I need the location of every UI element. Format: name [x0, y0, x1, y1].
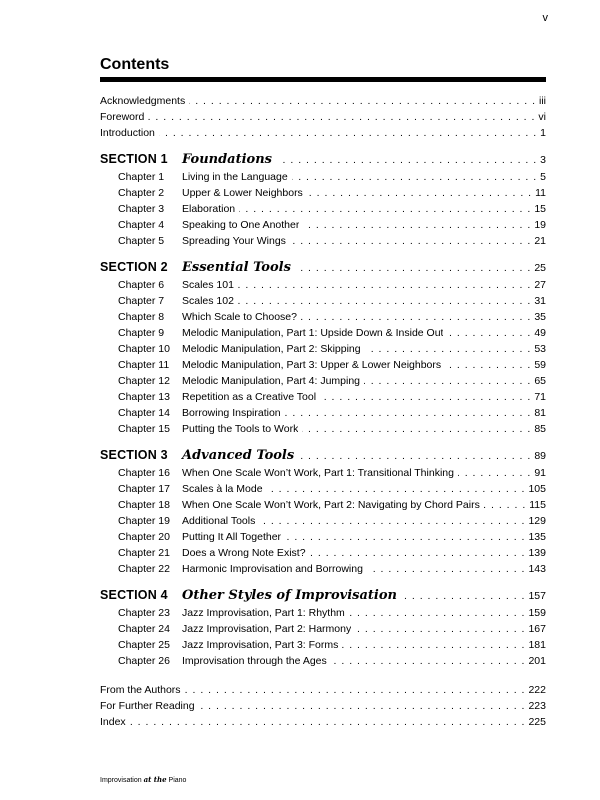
- entry-page-number: 15: [534, 203, 546, 215]
- dot-leader: [148, 109, 535, 125]
- dot-leader: [130, 714, 526, 730]
- toc-entry: [100, 277, 546, 293]
- toc-entry: [100, 357, 546, 373]
- toc-entry: [100, 258, 546, 277]
- chapter-label: Chapter 21: [118, 547, 170, 559]
- entry-page-number: 159: [528, 607, 546, 619]
- chapter-label: Chapter 15: [118, 423, 170, 435]
- toc-entry: [100, 698, 546, 714]
- chapter-label: Chapter 24: [118, 623, 170, 635]
- entry-page-number: 201: [528, 655, 546, 667]
- section-title: Advanced Tools: [182, 448, 295, 463]
- chapter-title: Repetition as a Creative Tool: [182, 391, 317, 403]
- chapter-label: Chapter 25: [118, 639, 170, 651]
- toc-entry: [100, 150, 546, 169]
- toc-entry: [100, 389, 546, 405]
- entry-page-number: 115: [529, 499, 546, 511]
- chapter-label: Chapter 22: [118, 563, 170, 575]
- toc-entry: [100, 93, 546, 109]
- chapter-title: Melodic Manipulation, Part 4: Jumping: [182, 375, 361, 387]
- toc-section: [100, 258, 546, 437]
- chapter-title: Living in the Language: [182, 171, 288, 183]
- chapter-title: Melodic Manipulation, Part 3: Upper & Lower Neighbors: [182, 359, 442, 371]
- back-matter-list: [100, 682, 546, 730]
- entry-page-number: 91: [534, 467, 546, 479]
- dot-leader: [267, 481, 526, 497]
- entry-title: Foreword: [100, 111, 145, 123]
- entry-page-number: 225: [528, 716, 546, 728]
- dot-leader: [367, 561, 526, 577]
- entry-page-number: 3: [540, 154, 546, 166]
- entry-page-number: 129: [528, 515, 546, 527]
- entry-page-number: 19: [534, 219, 546, 231]
- chapter-title: Putting It All Together: [182, 531, 282, 543]
- entry-title: Index: [100, 716, 126, 728]
- entry-page-number: 85: [534, 423, 546, 435]
- page-number-folio: v: [542, 12, 548, 24]
- toc-entry: [100, 421, 546, 437]
- entry-page-number: 139: [528, 547, 546, 559]
- entry-title: Acknowledgments: [100, 95, 186, 107]
- chapter-title: Does a Wrong Note Exist?: [182, 547, 306, 559]
- dot-leader: [238, 293, 531, 309]
- chapter-title: When One Scale Won’t Work, Part 2: Navigating by Chord Pairs: [182, 499, 480, 511]
- chapter-label: Chapter 11: [118, 359, 170, 371]
- entry-page-number: 49: [534, 327, 546, 339]
- chapter-title: Improvisation through the Ages: [182, 655, 327, 667]
- toc-entry: [100, 605, 546, 621]
- entry-page-number: 105: [528, 483, 546, 495]
- chapter-label: Chapter 5: [118, 235, 165, 247]
- entry-page-number: 25: [534, 262, 546, 274]
- toc-entry: [100, 465, 546, 481]
- chapter-label: Chapter 2: [118, 187, 165, 199]
- dot-leader: [331, 653, 526, 669]
- entry-page-number: 5: [540, 171, 546, 183]
- toc-entry: [100, 325, 546, 341]
- toc-entry: [100, 201, 546, 217]
- chapter-label: Chapter 23: [118, 607, 170, 619]
- chapter-title: Putting the Tools to Work: [182, 423, 299, 435]
- chapter-label: Chapter 19: [118, 515, 170, 527]
- toc-entry: [100, 446, 546, 465]
- entry-page-number: 35: [534, 311, 546, 323]
- section-title: Essential Tools: [182, 260, 291, 275]
- section-label: SECTION 2: [100, 260, 168, 274]
- toc-entry: [100, 561, 546, 577]
- toc-entry: [100, 125, 546, 141]
- entry-page-number: 89: [534, 450, 546, 462]
- sections-container: [100, 150, 546, 669]
- dot-leader: [189, 93, 536, 109]
- section-label: SECTION 1: [100, 152, 168, 166]
- chapter-title: Upper & Lower Neighbors: [182, 187, 303, 199]
- dot-leader: [303, 217, 531, 233]
- entry-page-number: 157: [528, 590, 546, 602]
- toc-entry: [100, 405, 546, 421]
- dot-leader: [199, 698, 526, 714]
- chapter-title: Additional Tools: [182, 515, 256, 527]
- dot-leader: [447, 325, 531, 341]
- entry-page-number: 11: [535, 187, 546, 199]
- chapter-title: Jazz Improvisation, Part 3: Forms: [182, 639, 339, 651]
- dot-leader: [292, 169, 537, 185]
- toc-entry: [100, 529, 546, 545]
- dot-leader: [307, 185, 532, 201]
- chapter-label: Chapter 9: [118, 327, 165, 339]
- title-rule: [100, 77, 546, 82]
- dot-leader: [259, 513, 525, 529]
- section-label: SECTION 3: [100, 448, 168, 462]
- chapter-title: Borrowing Inspiration: [182, 407, 281, 419]
- dot-leader: [239, 201, 531, 217]
- chapter-label: Chapter 4: [118, 219, 165, 231]
- dot-leader: [349, 605, 526, 621]
- toc-entry: [100, 682, 546, 698]
- toc-entry: [100, 481, 546, 497]
- entry-page-number: 181: [528, 639, 546, 651]
- entry-page-number: 135: [528, 531, 546, 543]
- dot-leader: [484, 497, 526, 513]
- dot-leader: [285, 529, 525, 545]
- dot-leader: [365, 341, 532, 357]
- dot-leader: [300, 447, 531, 465]
- toc-entry: [100, 341, 546, 357]
- chapter-title: Jazz Improvisation, Part 2: Harmony: [182, 623, 352, 635]
- entry-page-number: vi: [538, 111, 546, 123]
- toc-entry: [100, 293, 546, 309]
- toc-entry: [100, 545, 546, 561]
- chapter-title: Scales à la Mode: [182, 483, 263, 495]
- chapter-label: Chapter 7: [118, 295, 165, 307]
- chapter-label: Chapter 8: [118, 311, 165, 323]
- toc-entry: [100, 653, 546, 669]
- dot-leader: [290, 233, 531, 249]
- chapter-label: Chapter 16: [118, 467, 170, 479]
- footer-script-text: at the: [143, 775, 167, 784]
- chapter-label: Chapter 17: [118, 483, 170, 495]
- dot-leader: [364, 373, 531, 389]
- entry-page-number: iii: [539, 95, 546, 107]
- chapter-title: Scales 102: [182, 295, 234, 307]
- chapter-label: Chapter 1: [118, 171, 165, 183]
- toc-section: [100, 446, 546, 577]
- chapter-title: Melodic Manipulation, Part 1: Upside Down & Inside Out: [182, 327, 444, 339]
- chapter-title: Which Scale to Choose?: [182, 311, 297, 323]
- toc-entry: [100, 217, 546, 233]
- dot-leader: [302, 421, 531, 437]
- dot-leader: [185, 682, 526, 698]
- section-title: Foundations: [182, 152, 272, 167]
- chapter-title: Elaboration: [182, 203, 236, 215]
- entry-page-number: 65: [534, 375, 546, 387]
- entry-page-number: 27: [534, 279, 546, 291]
- entry-title: For Further Reading: [100, 700, 195, 712]
- running-footer: [100, 775, 186, 784]
- chapter-label: Chapter 10: [118, 343, 170, 355]
- toc-entry: [100, 513, 546, 529]
- dot-leader: [458, 465, 531, 481]
- section-label: SECTION 4: [100, 588, 168, 602]
- entry-page-number: 59: [534, 359, 546, 371]
- chapter-title: When One Scale Won’t Work, Part 1: Transitional Thinking: [182, 467, 454, 479]
- toc-entry: [100, 497, 546, 513]
- toc-section: [100, 150, 546, 249]
- chapter-label: Chapter 6: [118, 279, 165, 291]
- dot-leader: [301, 309, 531, 325]
- entry-page-number: 222: [528, 684, 546, 696]
- entry-title: From the Authors: [100, 684, 181, 696]
- chapter-label: Chapter 18: [118, 499, 170, 511]
- chapter-label: Chapter 13: [118, 391, 170, 403]
- chapter-title: Spreading Your Wings: [182, 235, 286, 247]
- entry-page-number: 53: [534, 343, 546, 355]
- chapter-title: Scales 101: [182, 279, 234, 291]
- chapter-label: Chapter 26: [118, 655, 170, 667]
- toc-entry: [100, 185, 546, 201]
- dot-leader: [310, 545, 526, 561]
- dot-leader: [342, 637, 525, 653]
- entry-page-number: 143: [528, 563, 546, 575]
- toc-entry: [100, 621, 546, 637]
- toc-entry: [100, 637, 546, 653]
- toc-entry: [100, 714, 546, 730]
- chapter-title: Harmonic Improvisation and Borrowing: [182, 563, 363, 575]
- entry-page-number: 223: [528, 700, 546, 712]
- entry-title: Introduction: [100, 127, 155, 139]
- dot-leader: [320, 389, 531, 405]
- entry-page-number: 1: [540, 127, 546, 139]
- entry-page-number: 81: [534, 407, 546, 419]
- dot-leader: [403, 587, 526, 605]
- footer-text-left: Improvisation: [100, 777, 142, 784]
- toc-entry: [100, 169, 546, 185]
- dot-leader: [285, 405, 532, 421]
- page-title: Contents: [100, 56, 170, 73]
- chapter-label: Chapter 12: [118, 375, 170, 387]
- chapter-title: Melodic Manipulation, Part 2: Skipping: [182, 343, 361, 355]
- dot-leader: [355, 621, 525, 637]
- footer-text-right: Piano: [168, 777, 187, 784]
- dot-leader: [297, 259, 531, 277]
- toc-entry: [100, 586, 546, 605]
- chapter-label: Chapter 3: [118, 203, 165, 215]
- chapter-label: Chapter 14: [118, 407, 170, 419]
- entry-page-number: 21: [534, 235, 546, 247]
- toc-entry: [100, 109, 546, 125]
- toc-entry: [100, 373, 546, 389]
- toc-entry: [100, 309, 546, 325]
- table-of-contents: [100, 56, 546, 730]
- entry-page-number: 71: [534, 391, 546, 403]
- dot-leader: [159, 125, 537, 141]
- entry-page-number: 31: [534, 295, 546, 307]
- dot-leader: [238, 277, 531, 293]
- front-matter-list: [100, 93, 546, 141]
- dot-leader: [278, 151, 537, 169]
- toc-section: [100, 586, 546, 669]
- chapter-title: Jazz Improvisation, Part 1: Rhythm: [182, 607, 345, 619]
- dot-leader: [445, 357, 531, 373]
- chapter-title: Speaking to One Another: [182, 219, 300, 231]
- section-title: Other Styles of Improvisation: [182, 588, 397, 603]
- chapter-label: Chapter 20: [118, 531, 170, 543]
- entry-page-number: 167: [528, 623, 546, 635]
- toc-entry: [100, 233, 546, 249]
